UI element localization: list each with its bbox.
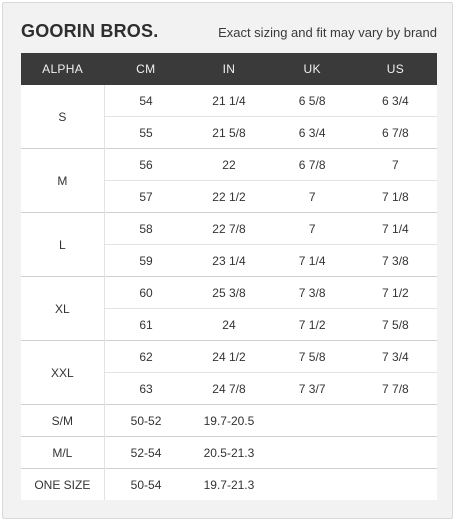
us-cell: 7 1/2 [354,277,437,309]
alpha-size-cell: L [21,213,104,277]
cm-cell: 57 [104,181,187,213]
table-row [21,149,437,181]
chart-header [21,17,437,47]
us-cell: 6 7/8 [354,117,437,149]
cm-cell: 63 [104,373,187,405]
table-row [21,341,437,373]
uk-cell [271,469,354,501]
table-row [21,437,437,469]
us-cell: 7 3/8 [354,245,437,277]
column-header-alpha: ALPHA [21,53,104,85]
uk-cell [271,437,354,469]
alpha-size-cell: XL [21,277,104,341]
in-cell: 22 1/2 [187,181,270,213]
cm-cell: 59 [104,245,187,277]
in-cell: 22 [187,149,270,181]
in-cell: 21 5/8 [187,117,270,149]
uk-cell: 6 5/8 [271,85,354,117]
us-cell: 6 3/4 [354,85,437,117]
uk-cell: 7 1/2 [271,309,354,341]
us-cell: 7 [354,149,437,181]
table-row [21,85,437,117]
uk-cell: 6 7/8 [271,149,354,181]
in-cell: 24 [187,309,270,341]
uk-cell: 7 [271,181,354,213]
alpha-size-cell: S/M [21,405,104,437]
alpha-size-cell: M [21,149,104,213]
us-cell [354,469,437,501]
cm-cell: 50-54 [104,469,187,501]
table-header-row [21,53,437,85]
in-cell: 19.7-21.3 [187,469,270,501]
uk-cell: 7 [271,213,354,245]
in-cell: 20.5-21.3 [187,437,270,469]
in-cell: 23 1/4 [187,245,270,277]
uk-cell: 7 3/7 [271,373,354,405]
cm-cell: 56 [104,149,187,181]
uk-cell [271,405,354,437]
sizing-note: Exact sizing and fit may vary by brand [218,25,437,40]
uk-cell: 7 3/8 [271,277,354,309]
size-chart-card [2,2,453,519]
us-cell: 7 1/4 [354,213,437,245]
cm-cell: 58 [104,213,187,245]
table-row [21,213,437,245]
in-cell: 24 1/2 [187,341,270,373]
in-cell: 25 3/8 [187,277,270,309]
column-header-in: IN [187,53,270,85]
cm-cell: 60 [104,277,187,309]
in-cell: 24 7/8 [187,373,270,405]
cm-cell: 52-54 [104,437,187,469]
brand-title: GOORIN BROS. [21,21,159,41]
column-header-cm: CM [104,53,187,85]
uk-cell: 7 5/8 [271,341,354,373]
cm-cell: 62 [104,341,187,373]
alpha-size-cell: M/L [21,437,104,469]
us-cell: 7 5/8 [354,309,437,341]
table-row [21,277,437,309]
cm-cell: 55 [104,117,187,149]
us-cell: 7 7/8 [354,373,437,405]
uk-cell: 7 1/4 [271,245,354,277]
size-table [21,53,437,500]
cm-cell: 61 [104,309,187,341]
uk-cell: 6 3/4 [271,117,354,149]
in-cell: 21 1/4 [187,85,270,117]
alpha-size-cell: XXL [21,341,104,405]
us-cell [354,437,437,469]
in-cell: 22 7/8 [187,213,270,245]
table-row [21,469,437,501]
alpha-size-cell: S [21,85,104,149]
cm-cell: 50-52 [104,405,187,437]
table-row [21,405,437,437]
us-cell [354,405,437,437]
us-cell: 7 3/4 [354,341,437,373]
column-header-uk: UK [271,53,354,85]
in-cell: 19.7-20.5 [187,405,270,437]
column-header-us: US [354,53,437,85]
us-cell: 7 1/8 [354,181,437,213]
cm-cell: 54 [104,85,187,117]
alpha-size-cell: ONE SIZE [21,469,104,501]
